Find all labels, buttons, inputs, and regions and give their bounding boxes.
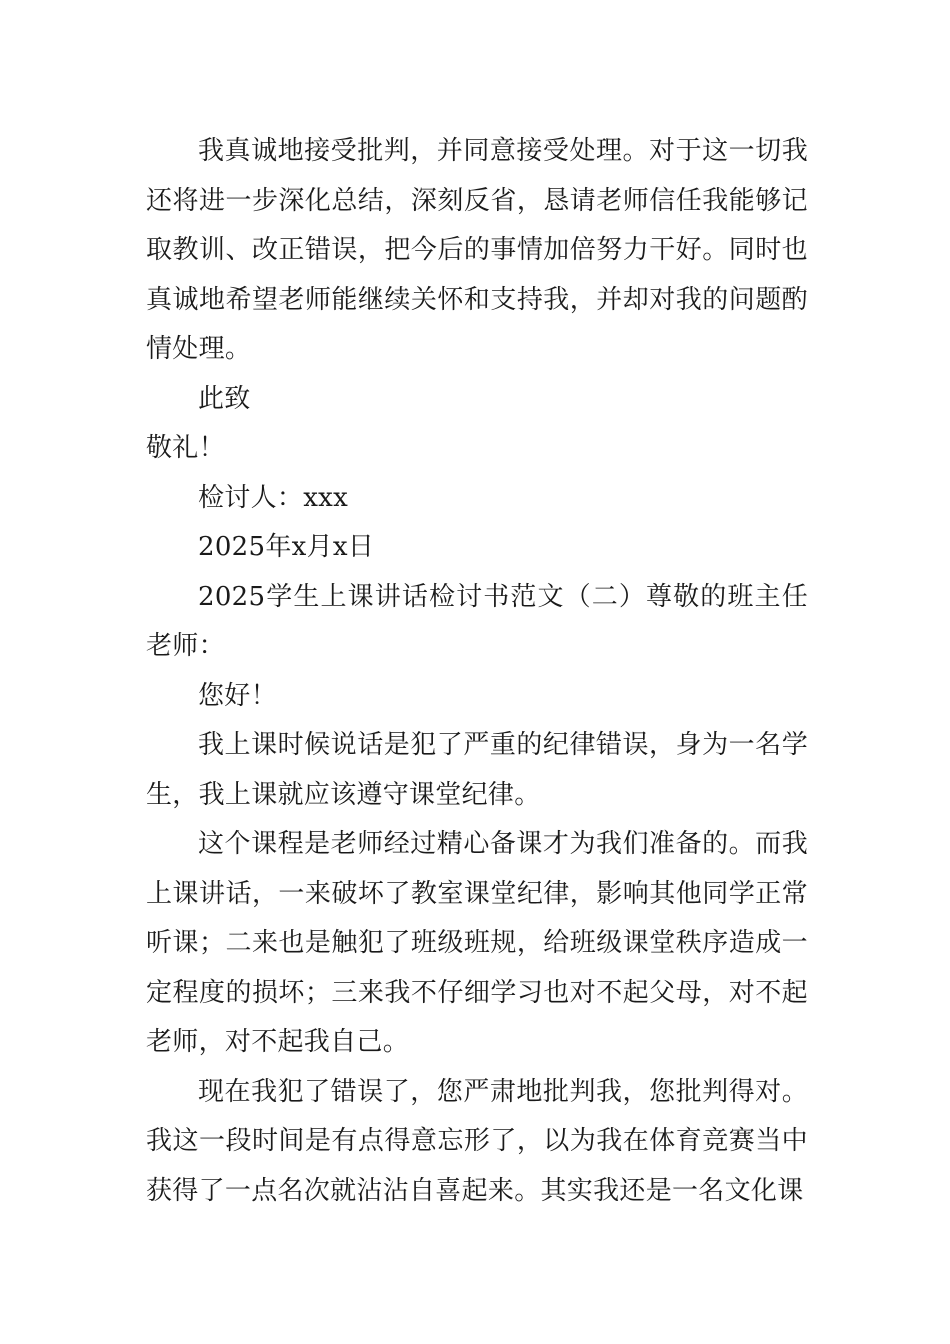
closing-greeting: 此致 xyxy=(198,383,251,414)
section-heading-two: 2025学生上课讲话检讨书范文（二）尊敬的班主任老师： xyxy=(146,581,808,661)
salutation: 您好！ xyxy=(198,680,277,711)
paragraph-reflection: 现在我犯了错误了，您严肃地批判我，您批判得对。我这一段时间是有点得意忘形了，以为我在体育竞赛当中获得了一点名次就沾沾自喜起来。其实我还是一名文化课 xyxy=(146,1076,808,1206)
paragraph-acceptance: 我真诚地接受批判，并同意接受处理。对于这一切我还将进一步深化总结，深刻反省，恳请老师信任我能够记取教训、改正错误，把今后的事情加倍努力干好。同时也真诚地希望老师能继续关怀和支持我，并却对我的问题酌情处理。 xyxy=(146,136,808,364)
paragraph-confession: 我上课时候说话是犯了严重的纪律错误，身为一名学生，我上课就应该遵守课堂纪律。 xyxy=(146,730,808,810)
closing-salute: 敬礼！ xyxy=(146,433,225,463)
paragraph-consequences: 这个课程是老师经过精心备课才为我们准备的。而我上课讲话，一来破坏了教室课堂纪律，影响其他同学正常听课；二来也是触犯了班级班规，给班级课堂秩序造成一定程度的损坏；三来我不仔细学习也对不起父母，对不起老师，对不起我自己。 xyxy=(146,829,808,1057)
date-line: 2025年x月x日 xyxy=(198,532,375,562)
signature-line: 检讨人：xxx xyxy=(198,482,349,513)
document-page xyxy=(146,127,808,1216)
